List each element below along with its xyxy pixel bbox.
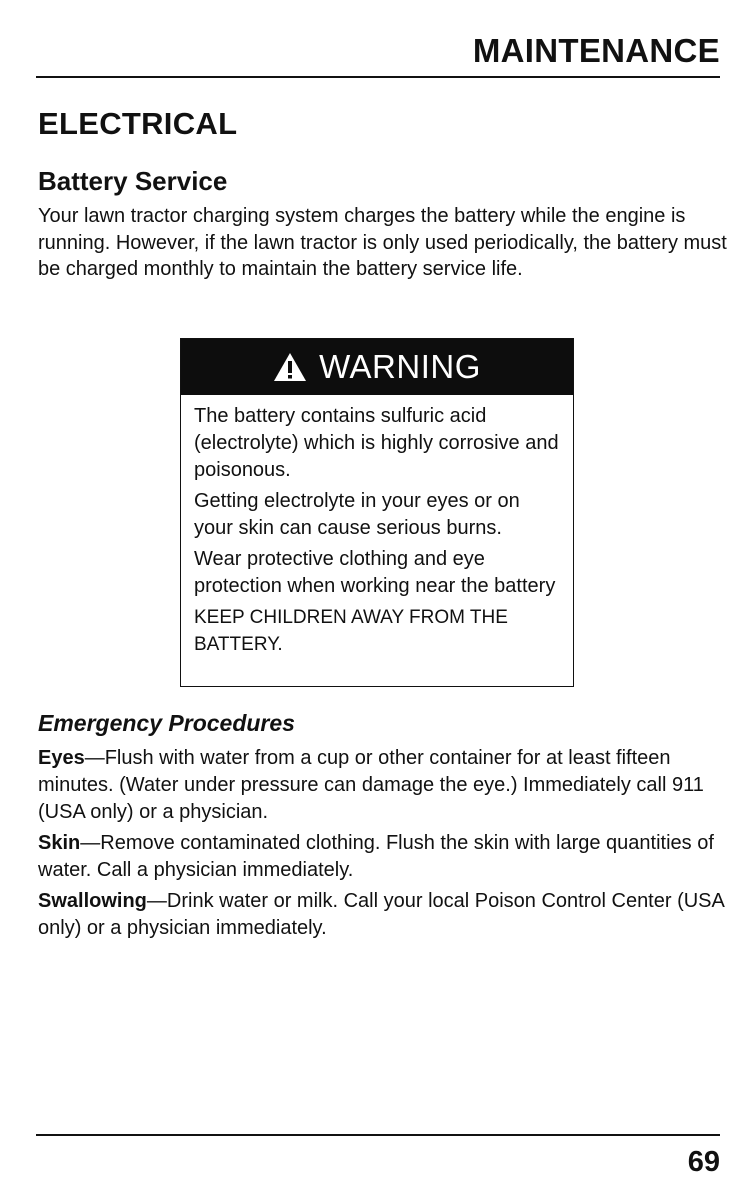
page-number: 69 (687, 1146, 720, 1178)
warning-title: WARNING (319, 348, 481, 385)
emergency-item-skin (38, 830, 728, 884)
warning-body (181, 395, 573, 658)
warning-box (180, 338, 574, 687)
page-header-title: MAINTENANCE (472, 32, 720, 69)
section-title: ELECTRICAL (38, 106, 238, 141)
emergency-item-label: Eyes (38, 747, 85, 769)
emergency-procedures-title: Emergency Procedures (38, 710, 295, 736)
warning-paragraph: Wear protective clothing and eye protection when working near the battery (194, 548, 556, 597)
header-divider (36, 76, 720, 78)
emergency-item-text: —Drink water or milk. Call your local Poison Control Center (USA only) or a physician immediately. (38, 890, 724, 939)
emergency-item-swallowing (38, 888, 728, 942)
warning-paragraph: The battery contains sulfuric acid (electrolyte) which is highly corrosive and poisonous. (194, 405, 559, 481)
emergency-item-text: —Remove contaminated clothing. Flush the skin with large quantities of water. Call a physician immediately. (38, 832, 714, 881)
emergency-item-label: Skin (38, 832, 81, 854)
footer-divider (36, 1134, 720, 1136)
emergency-item-text: —Flush with water from a cup or other container for at least fifteen minutes. (Water under pressure can damage the eye.) Immediately call 911 (USA only) or a physician. (38, 747, 704, 823)
emergency-item-eyes (38, 745, 728, 826)
warning-paragraph: Getting electrolyte in your eyes or on your skin can cause serious burns. (194, 490, 520, 539)
battery-service-text: Your lawn tractor charging system charges the battery while the engine is running. However, if the lawn tractor is only used periodically, the battery must be charged monthly to maintain the battery service life. (38, 205, 727, 280)
emergency-item-label: Swallowing (38, 890, 147, 912)
emergency-procedures-list (38, 745, 728, 946)
warning-paragraph: KEEP CHILDREN AWAY FROM THE BATTERY. (194, 607, 508, 655)
warning-header (181, 339, 573, 395)
battery-service-title: Battery Service (38, 166, 228, 196)
warning-triangle-icon (273, 352, 307, 382)
